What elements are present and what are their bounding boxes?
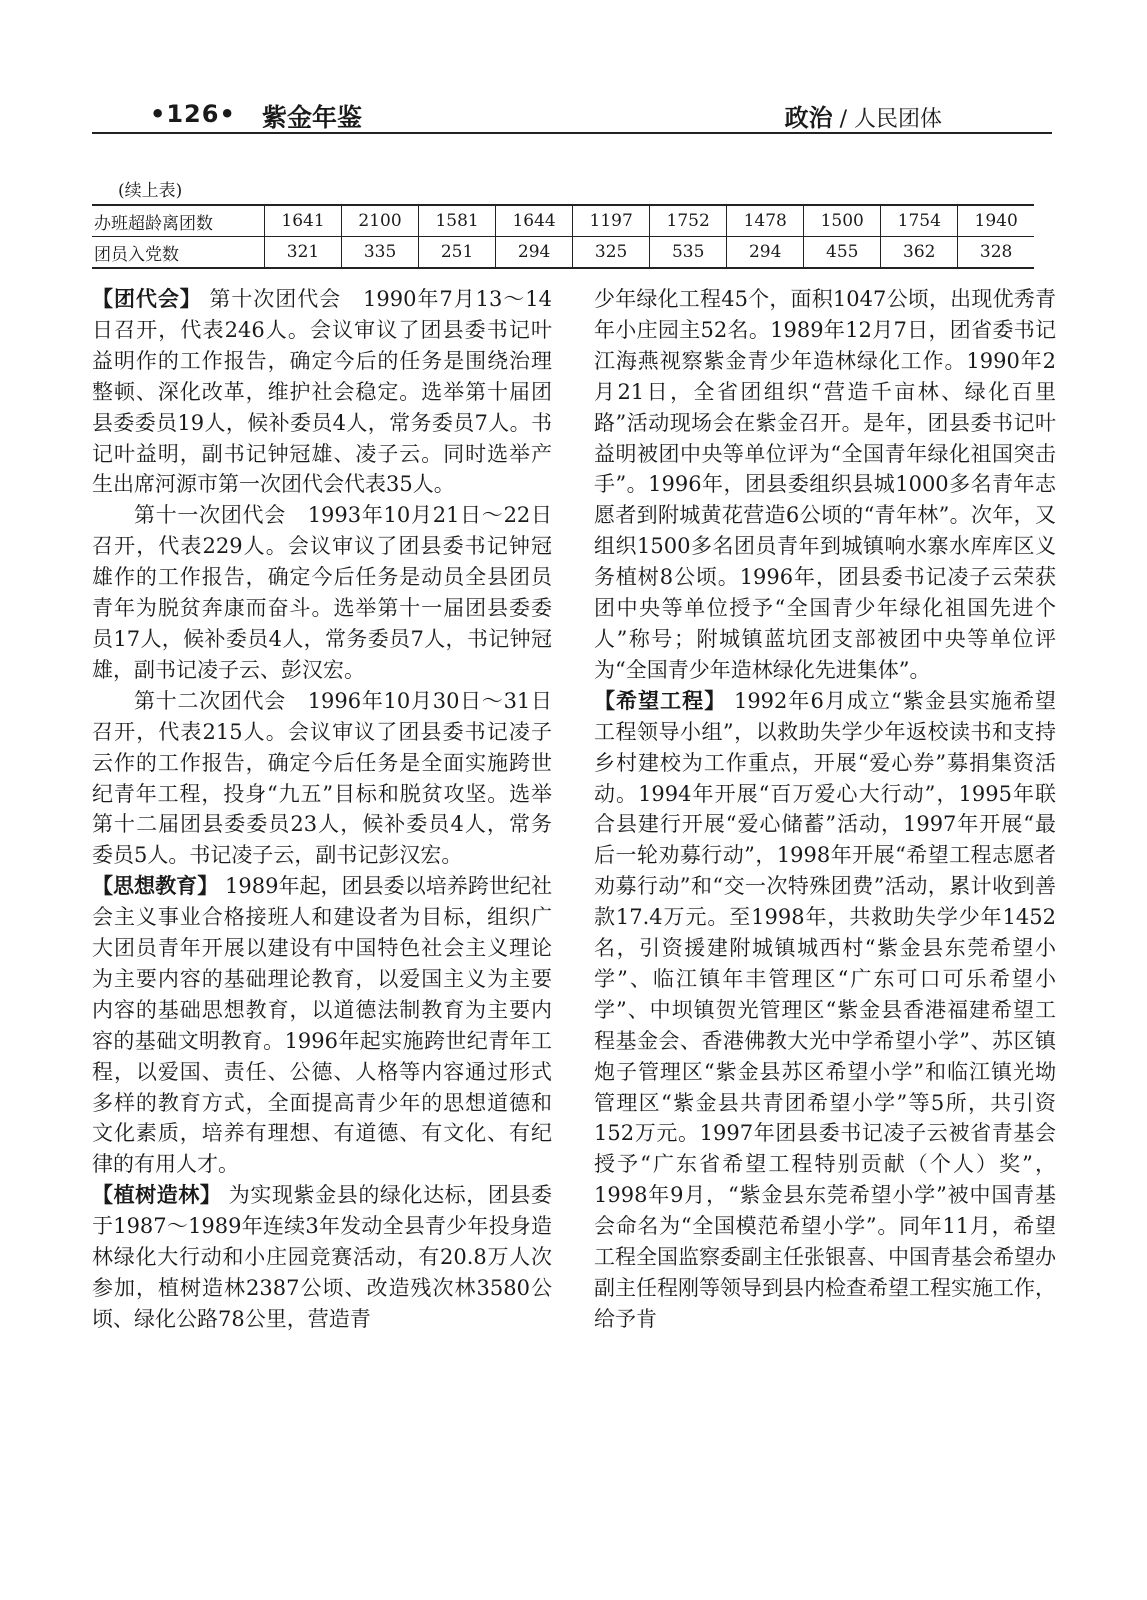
- table-cell: 325: [573, 237, 650, 269]
- text-tuandaihui: 第十次团代会 1990年7月13～14日召开，代表246人。会议审议了团县委书记叶益明作的工作报告，确定今后的任务是围绕治理整顿、深化改革，维护社会稳定。选举第十届团县委委员19人，候补委员4人，常务委员7人。书记叶益明，副书记钟冠雄、凌子云。同时选举产生出席河源市第一次团代会代表35人。: [92, 287, 553, 497]
- table-cell: 294: [496, 237, 573, 269]
- table-cell: 335: [342, 237, 419, 269]
- heading-sixiang: 【思想教育】: [92, 874, 219, 899]
- page-number: •126•: [150, 100, 236, 128]
- text-zhishu: 为实现紫金县的绿化达标，团县委于1987～1989年连续3年发动全县青少年投身造林绿化大行动和小庄园竞赛活动，有20.8万人次参加，植树造林2387公顷、改造残次林3580公顷、绿化公路78公里，营造青: [92, 1183, 553, 1331]
- table-cell: 321: [265, 237, 342, 269]
- yearbook-title: 紫金年鉴: [262, 103, 363, 132]
- text-sixiang: 1989年起，团县委以培养跨世纪社会主义事业合格接班人和建设者为目标，组织广大团员青年开展以建设有中国特色社会主义理论为主要内容的基础理论教育，以爱国主义为主要内容的基础思想教育，以道德法制教育为主要内容的基础文明教育。1996年起实施跨世纪青年工程，以爱国、责任、公德、人格等内容通过形式多样的教育方式，全面提高青少年的思想道德和文化素质，培养有理想、有道德、有文化、有纪律的有用人才。: [92, 874, 552, 1177]
- table-cell: 1754: [881, 205, 958, 237]
- table-cell: 535: [650, 237, 727, 269]
- section-separator: /: [832, 107, 854, 132]
- table-cell: 1641: [265, 205, 342, 237]
- text-xiwang: 1992年6月成立“紫金县实施希望工程领导小组”，以救助失学少年返校读书和支持乡村建校为工作重点，开展“爱心券”募捐集资活动。1994年开展“百万爱心大行动”，1995年联合县建行开展“爱心储蓄”活动，1997年开展“最后一轮劝募行动”，1998年开展“希望工程志愿者劝募行动”和“交一次特殊团费”活动，累计收到善款17.4万元。至1998年，共救助失学少年1452名，引资援建附城镇城西村“紫金县东莞希望小学”、临江镇年丰管理区“广东可口可乐希望小学”、中坝镇贺光管理区“紫金县香港福建希望工程基金会、香港佛教大光中学希望小学”、苏区镇炮子管理区“紫金县苏区希望小学”和临江镇光坳管理区“紫金县共青团希望小学”等5所，共引资152万元。1997年团县委书记凌子云被省青基会授予“广东省希望工程特别贡献（个人）奖”，1998年9月，“紫金县东莞希望小学”被中国青基会命名为“全国模范希望小学”。同年11月，希望工程全国监察委副主任张银喜、中国青基会希望办副主任程刚等领导到县内检查希望工程实施工作，给予肯: [594, 688, 1056, 1331]
- table-cell: 1940: [958, 205, 1034, 237]
- table-cell: 1644: [496, 205, 573, 237]
- paragraph-11th-congress: 第十一次团代会 1993年10月21日～22日召开，代表229人。会议审议了团县委书记钟冠雄作的工作报告，确定今后任务是动员全县团员青年为脱贫奔康而奋斗。选举第十一届团县委委员17人，候补委员4人，常务委员7人，书记钟冠雄，副书记凌子云、彭汉宏。: [92, 503, 552, 682]
- section-sub: 人民团体: [853, 107, 942, 132]
- table-cell: 1197: [573, 205, 650, 237]
- paragraph-sixiang: [92, 871, 552, 1180]
- paragraph-tuandaihui: [92, 284, 552, 500]
- row-label: 办班超龄离团数: [92, 205, 265, 237]
- left-column: [92, 284, 552, 1335]
- table-cell: 251: [419, 237, 496, 269]
- page-header: [92, 92, 1052, 134]
- table-cell: 2100: [342, 205, 419, 237]
- table-cell: 328: [958, 237, 1034, 269]
- paragraph-12th-congress: 第十二次团代会 1996年10月30日～31日召开，代表215人。会议审议了团县委书记凌子云作的工作报告，确定今后任务是全面实施跨世纪青年工程，投身“九五”目标和脱贫攻坚。选举第十二届团县委委员23人，候补委员4人，常务委员5人。书记凌子云，副书记彭汉宏。: [92, 688, 552, 868]
- table-cell: 1752: [650, 205, 727, 237]
- paragraph-zhishu-cont: 少年绿化工程45个，面积1047公顷，出现优秀青年小庄园主52名。1989年12月7日，团省委书记江海燕视察紫金青少年造林绿化工作。1990年2月21日，全省团组织“营造千亩林、绿化百里路”活动现场会在紫金召开。是年，团县委书记叶益明被团中央等单位评为“全国青年绿化祖国突击手”。1996年，团县委组织县城1000多名青年志愿者到附城黄花营造6公顷的“青年林”。次年，又组织1500多名团员青年到城镇响水寨水库库区义务植树8公顷。1996年，团县委书记凌子云荣获团中央等单位授予“全国青少年绿化祖国先进个人”称号；附城镇蓝坑团支部被团中央等单位评为“全国青少年造林绿化先进集体”。: [594, 287, 1056, 682]
- table-cell: 1500: [804, 205, 881, 237]
- table-cell: 1478: [727, 205, 804, 237]
- table-cell: 362: [881, 237, 958, 269]
- heading-zhishu: 【植树造林】: [92, 1183, 222, 1208]
- heading-xiwang: 【希望工程】: [594, 688, 727, 713]
- section-title: [785, 98, 942, 133]
- table-cell: 1581: [419, 205, 496, 237]
- right-column: [594, 284, 1056, 1335]
- table-row: [92, 237, 1034, 269]
- table-cell: 294: [727, 237, 804, 269]
- paragraph-xiwang: [594, 686, 1056, 1335]
- table-row: [92, 205, 1034, 237]
- table-cell: 455: [804, 237, 881, 269]
- row-label: 团员入党数: [92, 237, 265, 269]
- section-main: 政治: [784, 104, 833, 132]
- heading-tuandaihui: 【团代会】: [92, 287, 202, 311]
- table-continued-note: (续上表): [118, 181, 183, 201]
- paragraph-zhishu: [92, 1180, 552, 1335]
- data-table: [92, 204, 1034, 269]
